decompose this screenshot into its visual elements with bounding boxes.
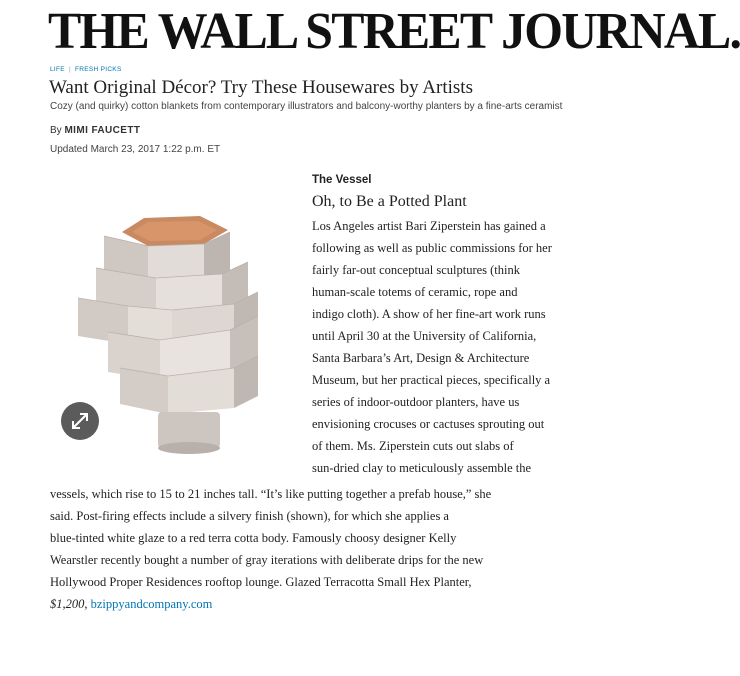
body-line: Hollywood Proper Residences rooftop lounge. Glazed Terracotta Small Hex Planter, <box>50 575 472 589</box>
body-line: following as well as public commissions for her <box>312 241 552 255</box>
updated-timestamp: Updated March 23, 2017 1:22 p.m. ET <box>50 144 221 155</box>
body-line: indigo cloth). A show of her fine-art work runs <box>312 307 546 321</box>
price: $1,200, <box>50 597 88 611</box>
body-line: fairly far-out conceptual sculptures (think <box>312 263 521 277</box>
expand-image-button[interactable] <box>61 402 99 440</box>
breadcrumb-section-link[interactable]: LIFE <box>50 66 65 73</box>
body-line: sun-dried clay to meticulously assemble the <box>312 461 532 475</box>
body-line: until April 30 at the University of California, <box>312 329 537 343</box>
article-dek: Cozy (and quirky) cotton blankets from contemporary illustrators and balcony-worthy planters by a fine-arts ceramist <box>50 101 563 112</box>
body-line: Wearstler recently bought a number of gray iterations with deliberate drips for the new <box>50 553 484 567</box>
masthead-logo[interactable]: THE WALL STREET JOURNAL. <box>48 3 740 61</box>
breadcrumb-subsection-link[interactable]: FRESH PICKS <box>74 66 122 73</box>
body-line: envisioning crocuses or cactuses sprouting out <box>312 417 545 431</box>
expand-icon <box>61 402 99 440</box>
body-line: of them. Ms. Ziperstein cuts out slabs of <box>312 439 514 453</box>
author-link[interactable]: MIMI FAUCETT <box>64 125 141 136</box>
body-line: vessels, which rise to 15 to 21 inches tall. “It’s like putting together a prefab house,” she <box>50 487 492 501</box>
body-line: blue-tinted white glaze to a red terra cotta body. Famously choosy designer Kelly <box>50 531 457 545</box>
byline <box>50 124 140 138</box>
byline-prefix: By <box>50 125 62 136</box>
breadcrumb-separator: | <box>68 66 71 73</box>
breadcrumb <box>50 66 122 73</box>
body-line: Santa Barbara’s Art, Design & Architecture <box>312 351 530 365</box>
section-title: Oh, to Be a Potted Plant <box>312 193 467 210</box>
store-link[interactable]: bzippyandcompany.com <box>90 597 213 611</box>
body-line: said. Post-firing effects include a silvery finish (shown), for which she applies a <box>50 509 449 523</box>
body-line: Museum, but her practical pieces, specifically a <box>312 373 551 387</box>
body-line: human-scale totems of ceramic, rope and <box>312 285 518 299</box>
body-line-final <box>50 596 212 612</box>
article-headline: Want Original Décor? Try These Housewares by Artists <box>49 77 473 98</box>
body-line: Los Angeles artist Bari Ziperstein has gained a <box>312 219 546 233</box>
section-kicker: The Vessel <box>312 174 372 186</box>
body-line: series of indoor-outdoor planters, have us <box>312 395 520 409</box>
